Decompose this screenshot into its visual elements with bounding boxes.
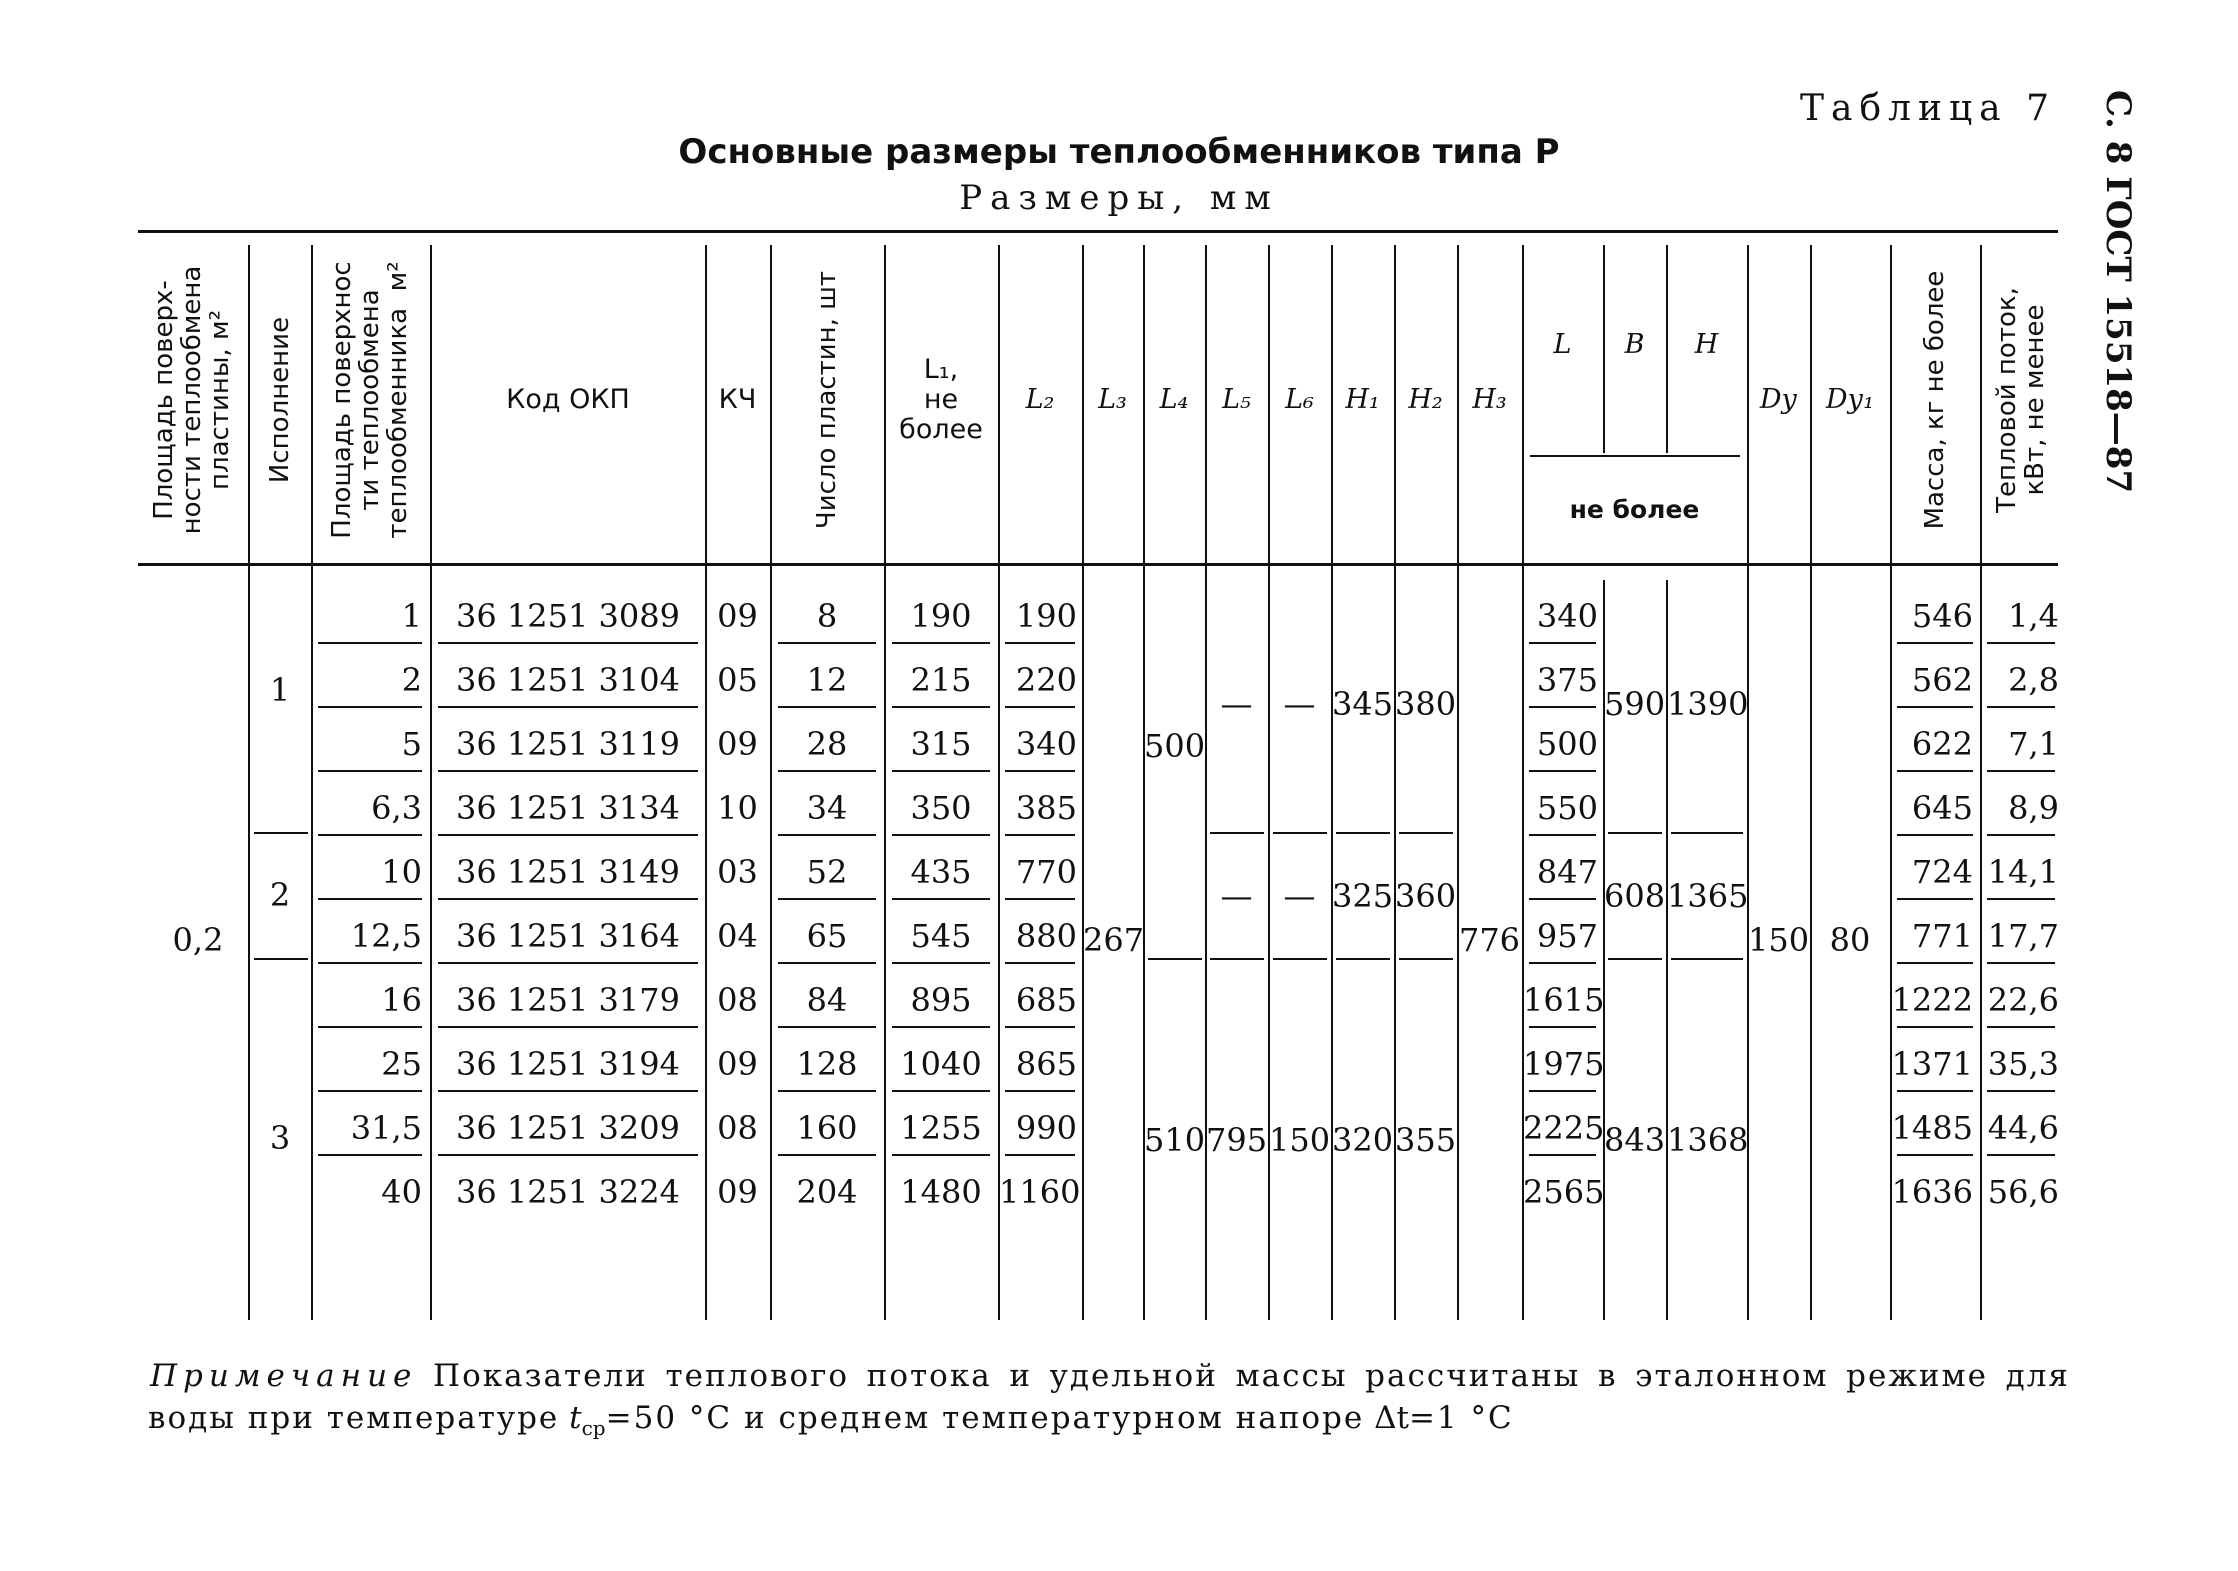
row-rule [892, 834, 990, 836]
row-rule [1529, 1154, 1596, 1156]
cell-heat: 35,3 [1987, 1045, 2059, 1083]
cell-l2: 865 [1015, 1045, 1077, 1083]
h1-value-a: 345 [1332, 685, 1394, 723]
cell-plates: 84 [806, 981, 848, 1019]
row-rule [892, 962, 990, 964]
row-rule [1897, 898, 1973, 900]
row-rule [318, 1090, 422, 1092]
cell-l2: 880 [1015, 917, 1077, 955]
row-rule [778, 706, 876, 708]
header-mass-text: Масса, кг не более [1920, 270, 1950, 530]
table-label: Таблица 7 [1800, 88, 2056, 129]
cell-okp: 36 1251 3164 [456, 917, 680, 955]
header-l5: L₅ [1222, 384, 1251, 415]
cell-kch: 08 [717, 1109, 758, 1147]
version-1: 1 [269, 671, 291, 709]
group-rule [1608, 958, 1662, 960]
dy-value: 150 [1748, 921, 1810, 959]
note-line-1 [150, 1355, 2070, 1397]
cell-kch: 10 [717, 789, 758, 827]
row-rule [778, 898, 876, 900]
row-rule [892, 706, 990, 708]
header-not-more: не более [1569, 495, 1700, 524]
row-rule [318, 898, 422, 900]
row-rule [318, 1026, 422, 1028]
cell-heat: 56,6 [1987, 1173, 2059, 1211]
group-rule [1148, 958, 1202, 960]
cell-heat: 44,6 [1987, 1109, 2059, 1147]
h2-value-c: 355 [1395, 1121, 1457, 1159]
group-rule [1273, 958, 1327, 960]
cell-l1: 350 [910, 789, 972, 827]
header-kch: КЧ [718, 384, 757, 415]
group-rule [1399, 832, 1453, 834]
header-l4: L₄ [1159, 384, 1189, 415]
group-rule [1210, 958, 1264, 960]
cell-plates: 34 [806, 789, 848, 827]
side-header-text: С. 8 ГОСТ 15518—87 [2098, 90, 2138, 494]
cell-plates: 52 [806, 853, 848, 891]
cell-plates: 28 [806, 725, 848, 763]
row-rule [1005, 1090, 1075, 1092]
header-plates-text: Число пластин, шт [812, 270, 842, 530]
b-value-c: 843 [1604, 1121, 1666, 1159]
header-h3: H₃ [1472, 384, 1507, 415]
row-rule [438, 1154, 698, 1156]
cell-l2: 685 [1015, 981, 1077, 1019]
cell-l: 550 [1536, 789, 1598, 827]
cell-okp: 36 1251 3149 [456, 853, 680, 891]
cell-mass: 1636 [1891, 1173, 1973, 1211]
header-mass [1891, 240, 1979, 560]
header-plate-area [138, 240, 246, 560]
cell-kch: 09 [717, 725, 758, 763]
cell-l: 1615 [1523, 981, 1605, 1019]
row-rule [1005, 898, 1075, 900]
h3-value: 776 [1458, 921, 1521, 959]
cell-heat: 2,8 [2008, 661, 2059, 699]
cell-okp: 36 1251 3179 [456, 981, 680, 1019]
cell-l1: 1255 [900, 1109, 982, 1147]
row-rule [778, 962, 876, 964]
group-rule [1671, 958, 1743, 960]
cell-kch: 05 [717, 661, 758, 699]
note-text-2c: =1 °С [1408, 1400, 1514, 1436]
row-rule [1987, 706, 2055, 708]
version-2: 2 [269, 876, 291, 914]
cell-okp: 36 1251 3119 [456, 725, 680, 763]
cell-okp: 36 1251 3134 [456, 789, 680, 827]
cell-plates: 204 [796, 1173, 858, 1211]
note-text-2a: воды при температуре [148, 1400, 560, 1436]
row-rule [1897, 834, 1973, 836]
row-rule [1987, 834, 2055, 836]
version-3: 3 [269, 1119, 291, 1157]
cell-plates: 160 [796, 1109, 858, 1147]
row-rule [438, 770, 698, 772]
header-h: H [1694, 329, 1719, 360]
header-dy: Dу [1759, 384, 1798, 415]
note-text-1: Показатели теплового потока и удельной массы рассчитаны в эталонном режиме для [433, 1358, 2070, 1394]
h-value-a: 1390 [1667, 685, 1749, 723]
cell-okp: 36 1251 3224 [456, 1173, 680, 1211]
cell-okp: 36 1251 3089 [456, 597, 680, 635]
h1-value-b: 325 [1332, 877, 1394, 915]
cell-l2: 190 [1015, 597, 1077, 635]
row-rule [1005, 642, 1075, 644]
cell-heat: 7,1 [2008, 725, 2059, 763]
header-l3: L₃ [1098, 384, 1127, 415]
cell-l1: 435 [910, 853, 972, 891]
cell-area: 12,5 [350, 917, 422, 955]
cell-mass: 1371 [1891, 1045, 1973, 1083]
cell-kch: 03 [717, 853, 758, 891]
cell-area: 16 [381, 981, 422, 1019]
row-rule [1987, 1154, 2055, 1156]
cell-l2: 770 [1015, 853, 1077, 891]
cell-mass: 1485 [1891, 1109, 1973, 1147]
row-rule [1005, 962, 1075, 964]
table-note [150, 1355, 2070, 1449]
b-value-b: 608 [1604, 877, 1666, 915]
cell-l: 2225 [1523, 1109, 1605, 1147]
l5-value-b: 795 [1206, 1121, 1268, 1159]
table-title: Основные размеры теплообменников типа Р [678, 132, 1560, 172]
cell-area: 2 [401, 661, 422, 699]
dy1-value: 80 [1829, 921, 1871, 959]
cell-mass: 622 [1911, 725, 1973, 763]
header-h2: H₂ [1408, 384, 1443, 415]
cell-l1: 545 [910, 917, 972, 955]
row-rule [1987, 898, 2055, 900]
cell-l: 847 [1536, 853, 1598, 891]
row-rule [1987, 1026, 2055, 1028]
cell-okp: 36 1251 3209 [456, 1109, 680, 1147]
group-rule [1608, 832, 1662, 834]
row-rule [318, 1154, 422, 1156]
cell-heat: 8,9 [2008, 789, 2059, 827]
header-l: L [1553, 329, 1572, 360]
row-rule [1987, 770, 2055, 772]
cell-heat: 14,1 [1987, 853, 2059, 891]
row-rule [438, 642, 698, 644]
row-rule [892, 770, 990, 772]
cell-okp: 36 1251 3194 [456, 1045, 680, 1083]
cell-area: 31,5 [350, 1109, 422, 1147]
header-l2: L₂ [1025, 384, 1055, 415]
cell-l: 2565 [1523, 1173, 1605, 1211]
row-rule [1987, 642, 2055, 644]
row-rule [1987, 1090, 2055, 1092]
h2-value-a: 380 [1395, 685, 1457, 723]
cell-area: 5 [401, 725, 422, 763]
cell-area: 25 [381, 1045, 422, 1083]
cell-mass: 645 [1911, 789, 1973, 827]
row-rule [1005, 706, 1075, 708]
row-rule [438, 962, 698, 964]
row-rule [1005, 1026, 1075, 1028]
h-value-c: 1368 [1667, 1121, 1749, 1159]
header-l1: L₁, не более [899, 354, 983, 445]
row-rule [892, 1026, 990, 1028]
row-rule [892, 1154, 990, 1156]
row-rule [1529, 1090, 1596, 1092]
l6-dash-a: — [1283, 685, 1316, 723]
row-rule [318, 770, 422, 772]
cell-l: 375 [1536, 661, 1598, 699]
cell-heat: 1,4 [2008, 597, 2059, 635]
not-more-rule [1530, 455, 1740, 457]
row-rule [778, 1090, 876, 1092]
cell-mass: 546 [1911, 597, 1973, 635]
header-version-text: Исполнение [265, 316, 295, 484]
row-rule [318, 834, 422, 836]
row-rule [1897, 770, 1973, 772]
cell-l2: 990 [1015, 1109, 1077, 1147]
plate-area-value: 0,2 [172, 921, 224, 959]
row-rule [318, 706, 422, 708]
row-rule [1529, 642, 1596, 644]
header-dy1: Dу₁ [1825, 384, 1875, 415]
cell-area: 10 [381, 853, 422, 891]
cell-l2: 340 [1015, 725, 1077, 763]
cell-kch: 09 [717, 1045, 758, 1083]
cell-area: 1 [401, 597, 422, 635]
row-rule [1005, 770, 1075, 772]
version-rule [254, 832, 308, 834]
header-heat [1981, 240, 2061, 560]
l6-value-b: 150 [1269, 1121, 1331, 1159]
cell-heat: 17,7 [1987, 917, 2059, 955]
row-rule [438, 1090, 698, 1092]
row-rule [778, 1026, 876, 1028]
group-rule [1336, 832, 1390, 834]
row-rule [892, 1090, 990, 1092]
cell-l: 1975 [1523, 1045, 1605, 1083]
row-rule [1897, 1154, 1973, 1156]
header-h1: H₁ [1345, 384, 1380, 415]
cell-area: 6,3 [371, 789, 422, 827]
group-rule [1210, 832, 1264, 834]
row-rule [1897, 1090, 1973, 1092]
header-plate-area-text: Площадь поверх- ности теплообмена пластины, м² [149, 265, 235, 535]
row-rule [318, 962, 422, 964]
note-label: Примечание [150, 1358, 418, 1394]
table-units: Размеры, мм [959, 178, 1279, 218]
row-rule [1529, 1026, 1596, 1028]
row-rule [1897, 962, 1973, 964]
note-delta: Δt [1374, 1400, 1409, 1436]
cell-okp: 36 1251 3104 [456, 661, 680, 699]
l3-value: 267 [1083, 921, 1145, 959]
divider [1522, 245, 1524, 1320]
row-rule [1987, 962, 2055, 964]
row-rule [438, 706, 698, 708]
cell-l1: 315 [910, 725, 972, 763]
group-rule [1336, 958, 1390, 960]
header-heat-text: Тепловой поток, кВт, не менее [1992, 287, 2050, 513]
cell-l2: 1160 [999, 1173, 1081, 1211]
row-rule [1005, 834, 1075, 836]
cell-l1: 215 [910, 661, 972, 699]
cell-plates: 65 [806, 917, 848, 955]
header-version [250, 240, 310, 560]
cell-kch: 08 [717, 981, 758, 1019]
header-okp: Код ОКП [506, 384, 630, 415]
cell-mass: 771 [1911, 917, 1973, 955]
h2-value-b: 360 [1395, 877, 1457, 915]
note-text-2b: =50 °С и среднем температурном напоре [605, 1400, 1365, 1436]
row-rule [438, 834, 698, 836]
row-rule [778, 834, 876, 836]
header-b: B [1624, 329, 1645, 360]
header-exchanger-area [312, 240, 428, 560]
cell-l: 500 [1536, 725, 1598, 763]
cell-plates: 128 [796, 1045, 858, 1083]
l5-dash-a: — [1220, 685, 1253, 723]
row-rule [1529, 834, 1596, 836]
cell-l1: 1480 [900, 1173, 982, 1211]
b-value-a: 590 [1604, 685, 1666, 723]
row-rule [892, 642, 990, 644]
row-rule [778, 642, 876, 644]
cell-l1: 895 [910, 981, 972, 1019]
cell-mass: 562 [1911, 661, 1973, 699]
row-rule [778, 770, 876, 772]
cell-kch: 09 [717, 1173, 758, 1211]
cell-plates: 8 [816, 597, 838, 635]
note-t-symbol: t [569, 1400, 582, 1436]
group-rule [1671, 832, 1743, 834]
row-rule [1005, 1154, 1075, 1156]
note-line-2 [148, 1397, 2070, 1449]
header-exchanger-area-text: Площадь поверхнос ти теплообмена теплообменника м² [327, 261, 413, 539]
cell-l1: 1040 [900, 1045, 982, 1083]
cell-kch: 09 [717, 597, 758, 635]
row-rule [318, 642, 422, 644]
cell-l: 340 [1536, 597, 1598, 635]
row-rule [892, 898, 990, 900]
row-rule [1529, 706, 1596, 708]
row-rule [438, 898, 698, 900]
cell-l1: 190 [910, 597, 972, 635]
row-rule [1897, 706, 1973, 708]
group-rule [1399, 958, 1453, 960]
row-rule [1529, 770, 1596, 772]
h-value-b: 1365 [1667, 877, 1749, 915]
note-t-sub: ср [581, 1416, 606, 1441]
header-l6: L₆ [1285, 384, 1314, 415]
l6-dash-b: — [1283, 877, 1316, 915]
row-rule [1529, 962, 1596, 964]
h1-value-c: 320 [1332, 1121, 1394, 1159]
cell-kch: 04 [717, 917, 758, 955]
version-rule [254, 958, 308, 960]
header-plates [772, 240, 882, 560]
l5-dash-b: — [1220, 877, 1253, 915]
cell-plates: 12 [806, 661, 848, 699]
row-rule [438, 1026, 698, 1028]
header-bottom-rule [138, 563, 2058, 566]
cell-heat: 22,6 [1987, 981, 2059, 1019]
row-rule [1529, 898, 1596, 900]
cell-mass: 1222 [1891, 981, 1973, 1019]
group-rule [1273, 832, 1327, 834]
cell-mass: 724 [1911, 853, 1973, 891]
row-rule [1897, 642, 1973, 644]
row-rule [1897, 1026, 1973, 1028]
table-top-rule [138, 230, 2058, 233]
row-rule [778, 1154, 876, 1156]
l4-value-b: 510 [1144, 1121, 1206, 1159]
cell-area: 40 [381, 1173, 422, 1211]
cell-l2: 220 [1015, 661, 1077, 699]
l4-value-a: 500 [1144, 727, 1206, 765]
cell-l2: 385 [1015, 789, 1077, 827]
cell-l: 957 [1536, 917, 1598, 955]
